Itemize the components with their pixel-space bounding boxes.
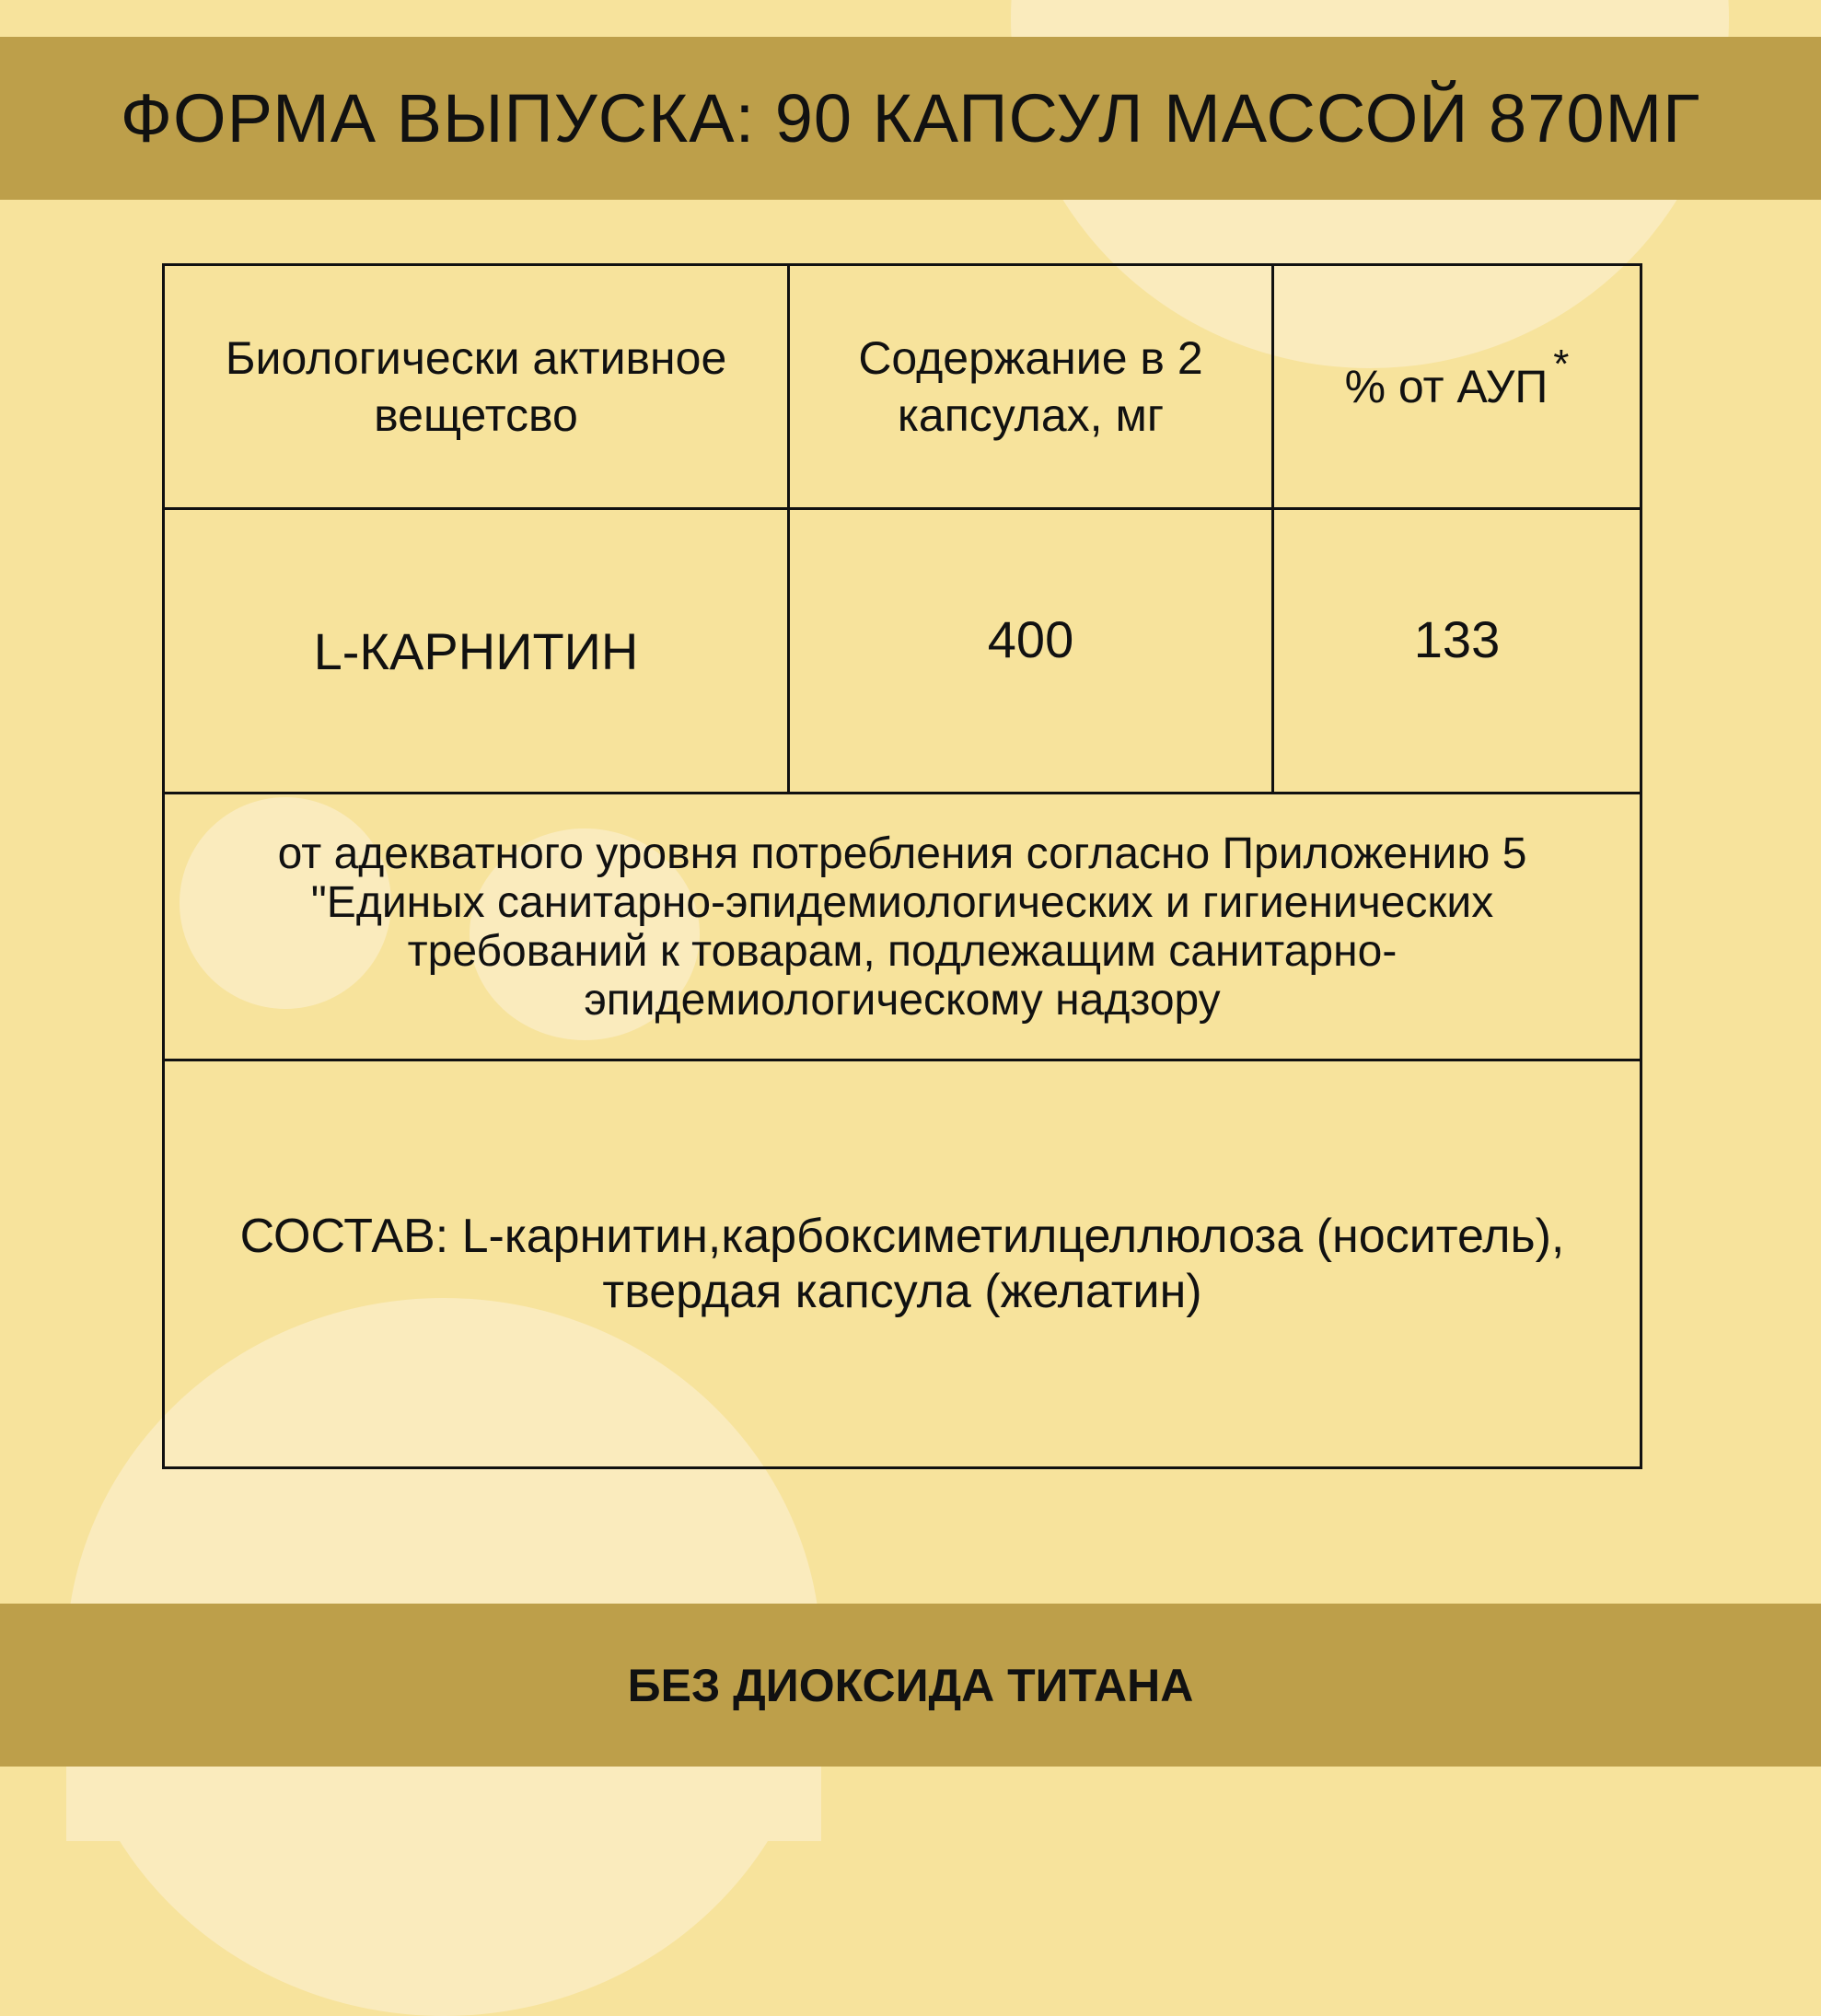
value-cell-substance — [165, 510, 790, 792]
composition-text: СОСТАВ: L-карнитин,карбоксиметилцеллюлоза (носитель), твердая капсула (желатин) — [239, 1210, 1565, 1318]
value-cell-content — [790, 510, 1274, 792]
header-content-label: Содержание в 2 капсулах, мг — [858, 332, 1203, 441]
percent-value: 133 — [1413, 610, 1501, 668]
table-row — [165, 510, 1640, 794]
header-cell-substance — [165, 266, 790, 507]
nutrition-table — [162, 263, 1642, 1469]
table-header-row — [165, 266, 1640, 510]
footnote-text: от адекватного уровня потребления согласно Приложению 5 "Единых санитарно-эпидемиологических и гигиенических требований к товарам, подлежащим санитарно-эпидемиологическому надзору — [277, 828, 1527, 1025]
substance-name: L-КАРНИТИН — [313, 621, 639, 680]
footnote-cell — [165, 794, 1640, 1059]
header-substance-label: Биологически активное вещетсво — [225, 332, 727, 441]
composition-row — [165, 1061, 1640, 1466]
footer-banner — [0, 1604, 1821, 1767]
header-percent-label: % от АУП — [1344, 361, 1548, 412]
composition-cell — [165, 1061, 1640, 1466]
footnote-asterisk: * — [1553, 342, 1570, 387]
page-title: ФОРМА ВЫПУСКА: 90 КАПСУЛ МАССОЙ 870МГ — [120, 80, 1701, 156]
value-cell-percent — [1274, 510, 1640, 792]
footer-title: БЕЗ ДИОКСИДА ТИТАНА — [627, 1659, 1194, 1711]
header-cell-content — [790, 266, 1274, 507]
header-cell-percent — [1274, 266, 1640, 507]
header-banner — [0, 37, 1821, 200]
content-value: 400 — [987, 610, 1074, 668]
footnote-row — [165, 794, 1640, 1061]
